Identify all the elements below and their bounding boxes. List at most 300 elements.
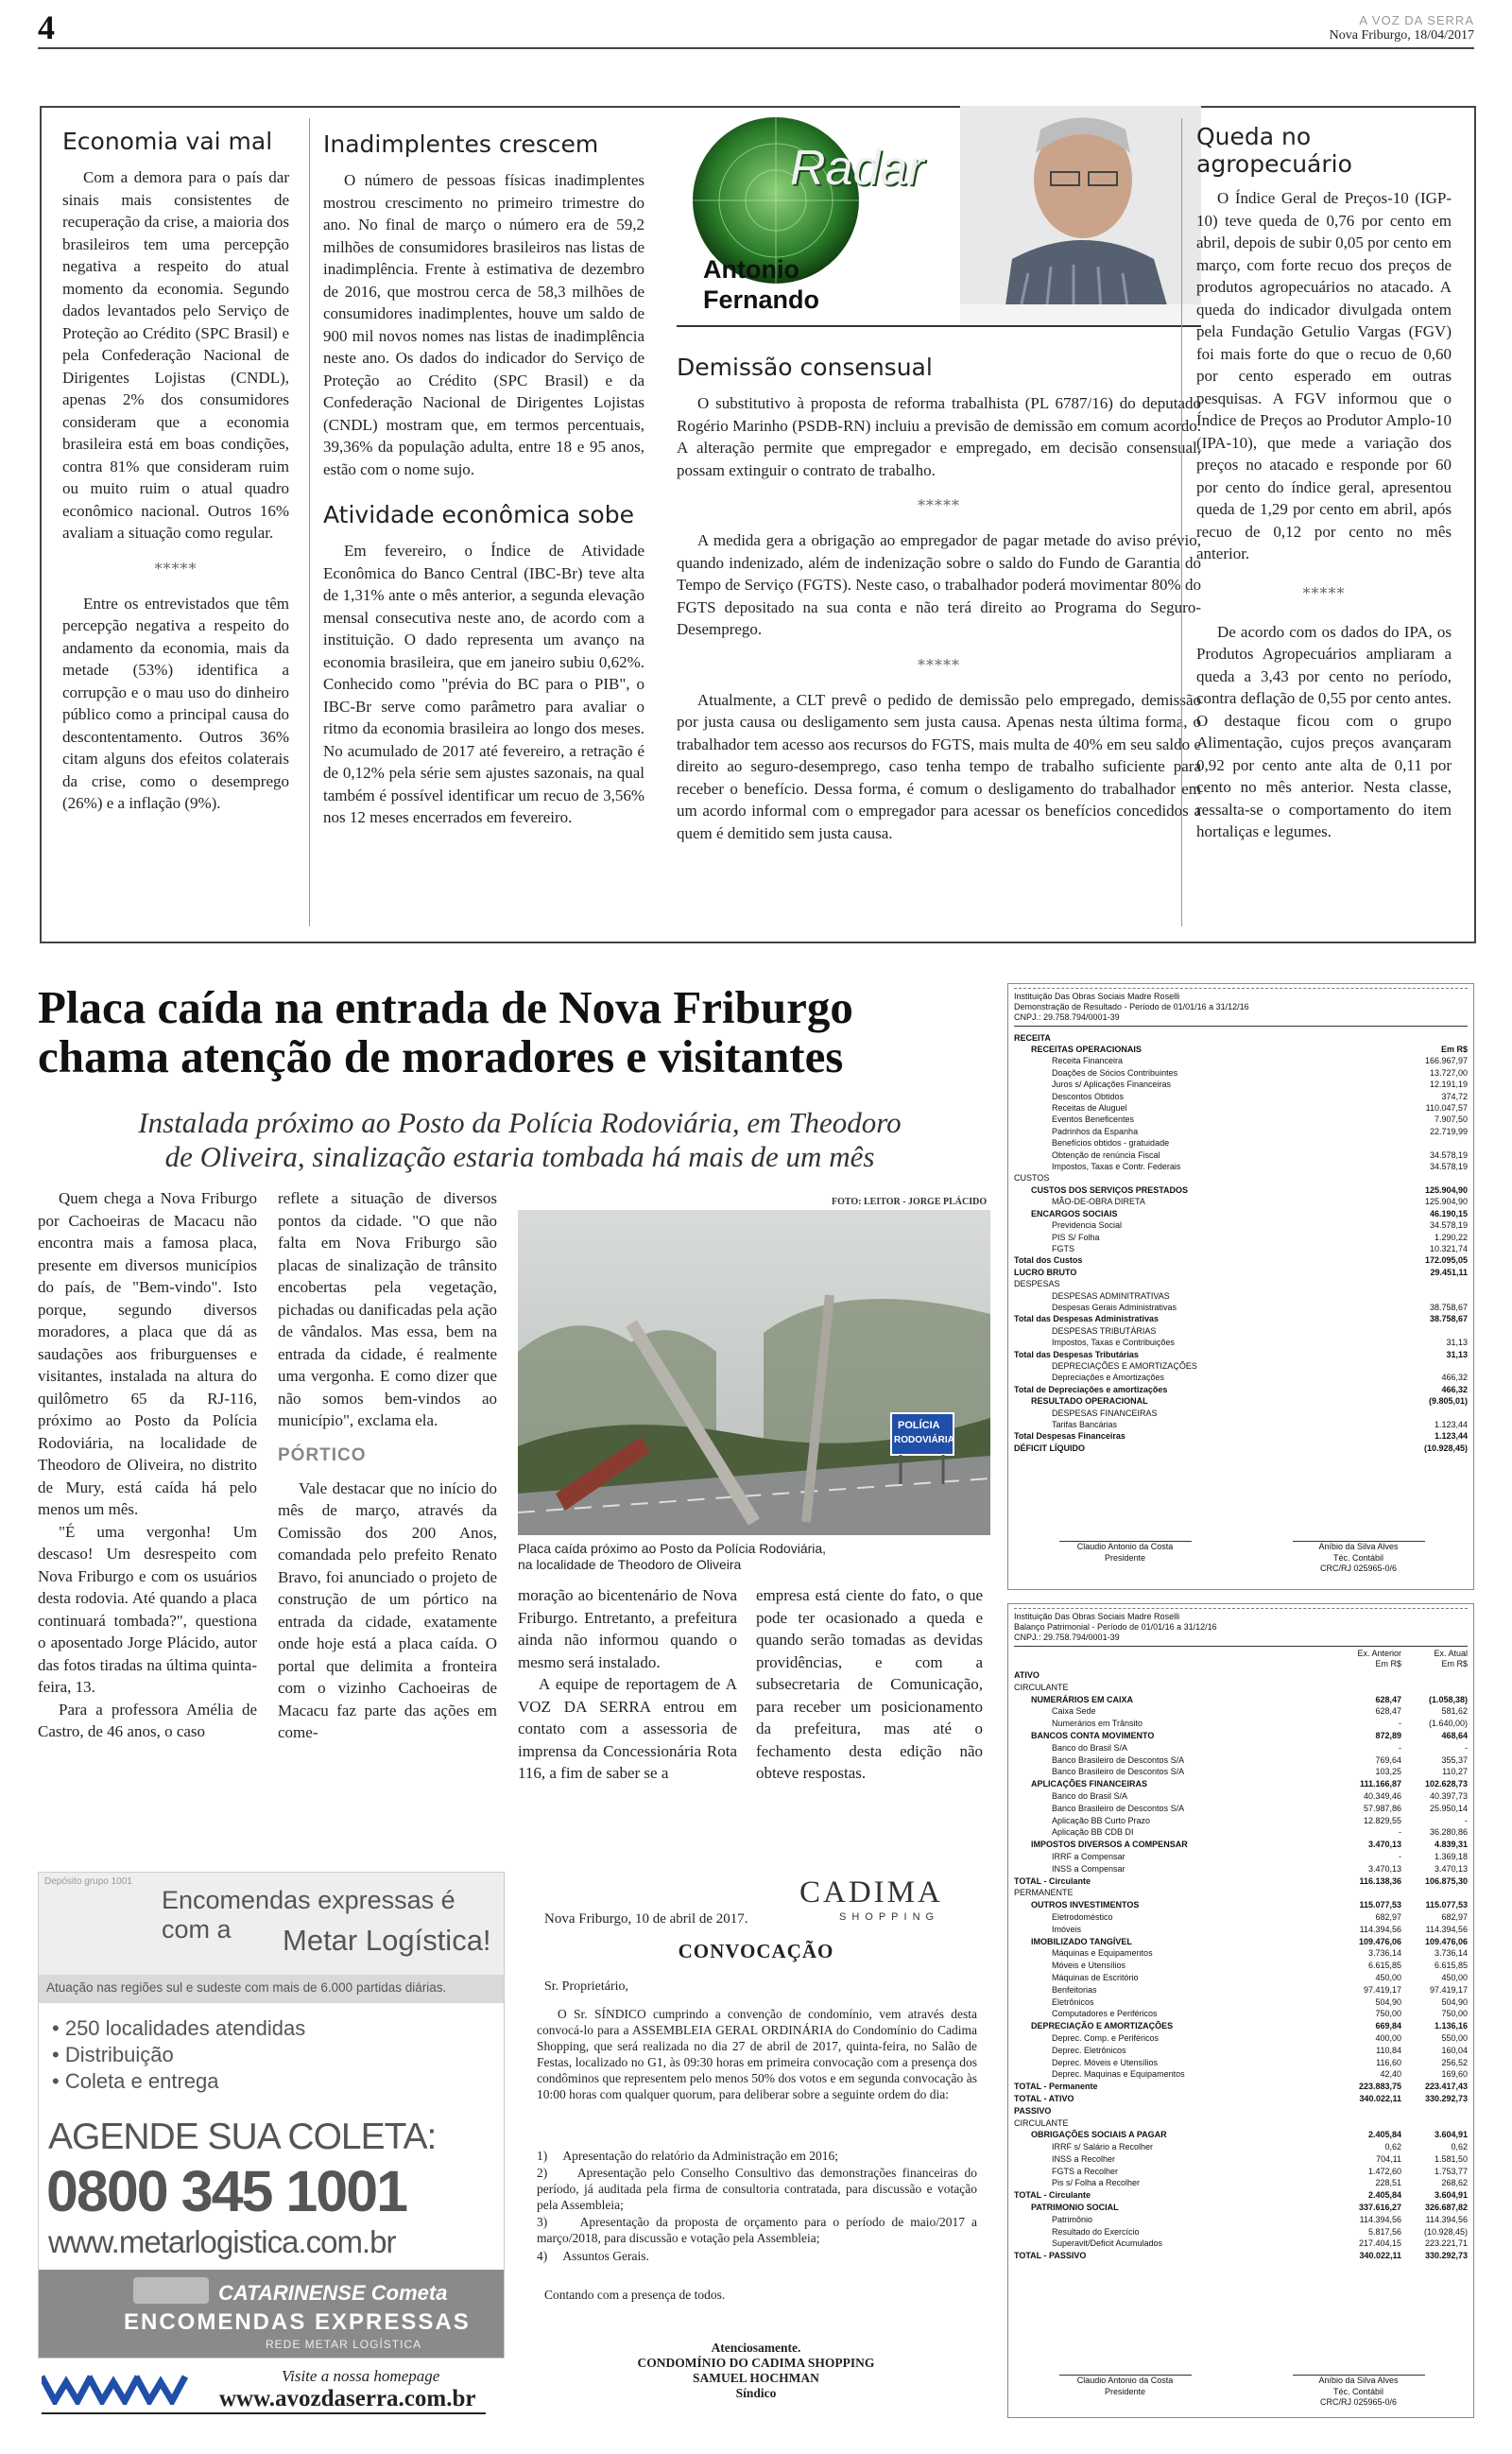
stmt-row <box>1014 1960 1468 1972</box>
stmt-value: 10.321,74 <box>1429 1243 1468 1253</box>
stmt-label: Benfeitorias <box>1052 1984 1097 1995</box>
stmt-value: 550,00 <box>1441 2032 1468 2043</box>
stmt-row <box>1014 1682 1468 1694</box>
stmt-value: 160,04 <box>1441 2045 1468 2055</box>
stmt-label: FGTS <box>1052 1243 1074 1253</box>
ad-line: Encomendas expressas é com a <box>162 1886 455 1944</box>
stmt-header-line: CNPJ.: 29.758.794/0001-39 <box>1014 1012 1468 1026</box>
stmt-label: Banco Brasileiro de Descontos S/A <box>1052 1754 1185 1765</box>
stmt-value: 628,47 <box>1375 1694 1401 1704</box>
cadima-logo-sub: SHOPPING <box>839 1911 940 1923</box>
stmt-row <box>1014 1055 1468 1066</box>
article-paragraph: Com a demora para o país dar sinais mais consistentes de recuperação da crise, a maioria dos brasileiros tem uma percepção negativa a respeito do atual momento da economia. Segundo dados levantados pelo Serviço de Proteção ao Crédito (SPC Brasil) e pela Confederação Nacional de Dirigentes Lojistas (CNDL), apenas 2% dos consumidores consideram que a economia brasileira está em boas condições, contra 81% que consideram ruim ou muito ruim o atual quadro econômico nacional. Outros 16% avaliam a situação como regular. <box>62 168 289 542</box>
title-text: Queda no agropecuário <box>1196 123 1352 178</box>
article-title: Economia vai mal <box>62 128 273 155</box>
stmt-value: 468,64 <box>1441 1731 1468 1740</box>
ad-top-text: Depósito grupo 1001 <box>44 1876 132 1887</box>
stmt-row <box>1014 1044 1468 1055</box>
stmt-row <box>1014 1360 1468 1372</box>
stmt-row <box>1014 2020 1468 2032</box>
metar-ad <box>38 1872 505 2359</box>
ad-line: Metar Logística! <box>283 1924 491 1957</box>
stmt-label: OUTROS INVESTIMENTOS <box>1031 1900 1140 1910</box>
stmt-label: DESPESAS ADMINITRATIVAS <box>1052 1290 1170 1301</box>
stmt-value <box>1401 1032 1468 1044</box>
stmt-value: 97.419,17 <box>1429 1984 1468 1995</box>
stmt-value: 3.470,13 <box>1434 1863 1468 1874</box>
stmt-row <box>1014 1669 1468 1682</box>
story-column <box>756 1584 983 1785</box>
stmt-value: 4.839,31 <box>1434 1840 1468 1850</box>
stmt-row <box>1014 1313 1468 1324</box>
article-title: Atividade econômica sobe <box>323 501 634 528</box>
cadima-logo: CADIMA <box>799 1875 943 1910</box>
stmt-label: Juros s/ Aplicações Financeiras <box>1052 1080 1172 1090</box>
stmt-value: 330.292,73 <box>1424 2251 1468 2261</box>
stmt-value: 466,32 <box>1441 1373 1468 1383</box>
stmt-row <box>1014 1091 1468 1102</box>
stmt-rows <box>1014 1669 1468 2262</box>
stmt-value: (1.640,00) <box>1428 1719 1468 1729</box>
stmt-row <box>1014 1730 1468 1742</box>
convocation-closing: Contando com a presença de todos. <box>544 2288 726 2302</box>
stmt-label: IRRF s/ Salário a Recolher <box>1052 2142 1154 2152</box>
ad-bullet: • Coleta e entrega <box>52 2069 219 2093</box>
sign-text: POLÍCIA <box>898 1420 940 1431</box>
stmt-label: INSS a Compensar <box>1052 1863 1125 1874</box>
stmt-value: 682,97 <box>1375 1911 1401 1922</box>
stmt-value: 1.290,22 <box>1434 1232 1468 1242</box>
stmt-value <box>1335 1682 1401 1694</box>
stmt-label: PIS S/ Folha <box>1052 1232 1100 1242</box>
stmt-row <box>1014 1936 1468 1948</box>
stmt-label: CIRCULANTE <box>1014 1682 1069 1692</box>
stmt-label: Máquinas e Equipamentos <box>1052 1948 1153 1959</box>
stmt-label: Eventos Beneficentes <box>1052 1115 1135 1125</box>
stmt-row <box>1014 1254 1468 1266</box>
stmt-value: 1.581,50 <box>1434 2153 1468 2164</box>
stmt-header <box>1014 1612 1468 1669</box>
stmt-value: 3.604,91 <box>1434 2190 1468 2201</box>
article-title: Demissão consensual <box>677 354 933 381</box>
stmt-label: RECEITAS OPERACIONAIS <box>1031 1045 1142 1055</box>
ad-brand: CATARINENSE Cometa <box>218 2281 448 2305</box>
stmt-value: 172.095,05 <box>1424 1255 1468 1266</box>
stmt-value: 57.987,86 <box>1363 1803 1401 1813</box>
stmt-value: 109.476,06 <box>1424 1936 1468 1946</box>
stmt-label: CIRCULANTE <box>1014 2117 1069 2128</box>
stmt-row <box>1014 2093 1468 2105</box>
stmt-label: TOTAL - ATIVO <box>1014 2093 1074 2103</box>
stmt-value: 3.736,14 <box>1434 1948 1468 1959</box>
stmt-label: MÃO-DE-OBRA DIRETA <box>1052 1197 1145 1207</box>
separator: ***** <box>918 655 960 674</box>
stmt-value <box>1401 1408 1468 1419</box>
stmt-row <box>1014 2068 1468 2081</box>
col-header: Em R$ <box>1441 1658 1468 1668</box>
stmt-value: 3.470,13 <box>1367 1863 1401 1874</box>
stmt-value: - <box>1465 1815 1468 1825</box>
stmt-row <box>1014 1219 1468 1231</box>
stmt-value: - <box>1465 1742 1468 1753</box>
stmt-row <box>1014 1079 1468 1090</box>
bullet-text: 250 localidades atendidas <box>64 2016 306 2040</box>
stmt-label: IMPOSTOS DIVERSOS A COMPENSAR <box>1031 1840 1188 1850</box>
story-subheadline <box>38 1106 1002 1174</box>
stmt-label: ATIVO <box>1014 1670 1040 1681</box>
stmt-label: Receita Financeira <box>1052 1056 1124 1066</box>
col-header: Ex. Atual <box>1434 1648 1468 1658</box>
stmt-value: - <box>1399 1742 1401 1753</box>
stmt-label: Banco Brasileiro de Descontos S/A <box>1052 1767 1185 1777</box>
stmt-label: Impostos, Taxas e Contribuições <box>1052 1338 1175 1348</box>
ad-url: www.metarlogistica.com.br <box>48 2224 396 2259</box>
stmt-row <box>1014 1302 1468 1313</box>
stmt-label: Obtenção de renúncia Fiscal <box>1052 1149 1160 1160</box>
stmt-value: 114.394,56 <box>1425 1924 1468 1934</box>
article-economia <box>62 128 289 815</box>
stmt-value: 29.451,11 <box>1430 1267 1468 1277</box>
story-column <box>278 1187 497 1744</box>
article-paragraph: Entre os entrevistados que têm percepção negativa a respeito do andamento da economia, mais da metade (53%) identifica a corrupção e o mau uso do dinheiro público como a principal causa do descontentamento. Outros 36% citam alguns dos efeitos colaterais da crise, como o desemprego (26%) e a inflação (9%). <box>62 594 289 812</box>
radar-header <box>677 106 1201 325</box>
stmt-row <box>1014 1290 1468 1302</box>
stmt-row <box>1014 1232 1468 1243</box>
article-title <box>1196 123 1452 178</box>
stmt-label: Máquinas de Escritório <box>1052 1972 1139 1982</box>
convocation-notice <box>525 1872 987 2418</box>
stmt-col-headers <box>1014 1649 1468 1659</box>
stmt-label: Deprec. Móveis e Utensílios <box>1052 2057 1159 2067</box>
headline-line: chama atenção de moradores e visitantes <box>38 1030 844 1082</box>
stmt-value: 1.472,60 <box>1367 2166 1401 2176</box>
signature-line: SAMUEL HOCHMAN <box>693 2371 819 2385</box>
signer-name: Aníbio da Silva Alves <box>1318 1542 1399 1552</box>
stmt-label: Móveis e Utensílios <box>1052 1961 1126 1971</box>
stmt-row <box>1014 2057 1468 2069</box>
stmt-label: Doações de Sócios Contribuintes <box>1052 1067 1178 1078</box>
stmt-header-line: Balanço Patrimonial - Período de 01/01/16 a 31/12/16 <box>1014 1622 1217 1633</box>
stmt-label: Numerários em Trânsito <box>1052 1719 1143 1729</box>
story-photo <box>518 1210 990 1535</box>
stmt-row <box>1014 2177 1468 2189</box>
stmt-value: 110.047,57 <box>1425 1103 1468 1114</box>
stmt-value <box>1401 1682 1468 1694</box>
stmt-value: 114.394,56 <box>1359 1924 1401 1934</box>
stmt-label: Total das Despesas Administrativas <box>1014 1314 1160 1324</box>
stmt-value: 103,25 <box>1375 1767 1401 1777</box>
stmt-row <box>1014 1384 1468 1395</box>
stmt-label: Aplicação BB CDB DI <box>1052 1827 1134 1838</box>
stmt-label: INSS a Recolher <box>1052 2153 1116 2164</box>
convocation-title: CONVOCAÇÃO <box>678 1940 834 1962</box>
stmt-row <box>1014 1778 1468 1790</box>
stmt-row <box>1014 1863 1468 1875</box>
financial-statement-income <box>1007 983 1474 1590</box>
separator: ***** <box>918 496 960 514</box>
stmt-label: Padrinhos da Espanha <box>1052 1126 1139 1136</box>
stmt-row <box>1014 1408 1468 1419</box>
signature-line: CONDOMÍNIO DO CADIMA SHOPPING <box>637 2356 875 2370</box>
stmt-value: 3.604,91 <box>1434 2130 1468 2140</box>
stmt-value: (10.928,45) <box>1423 2226 1468 2237</box>
stmt-value: 340.022,11 <box>1359 2251 1401 2261</box>
stmt-value: 466,32 <box>1441 1384 1468 1394</box>
stmt-value: 110,27 <box>1442 1767 1468 1777</box>
stmt-value: 166.967,97 <box>1424 1056 1468 1066</box>
signer-role: Téc. Contábil <box>1332 2386 1384 2396</box>
stmt-value: - <box>1399 1719 1401 1729</box>
stmt-value <box>1401 1325 1468 1337</box>
stmt-value: - <box>1399 1827 1401 1838</box>
stmt-row <box>1014 1067 1468 1079</box>
stmt-label: DEPRECIAÇÕES E AMORTIZAÇÕES <box>1052 1360 1197 1371</box>
stmt-value: 2.405,84 <box>1367 2190 1401 2201</box>
stmt-value: - <box>1399 1851 1401 1861</box>
subheadline-line: de Oliveira, sinalização estaria tombada há mais de um mês <box>164 1140 875 1173</box>
stmt-row <box>1014 1325 1468 1337</box>
subheadline-line: Instalada próximo ao Posto da Polícia Rodoviária, em Theodoro <box>138 1106 902 1139</box>
stmt-row <box>1014 1419 1468 1430</box>
stmt-value: 872,89 <box>1375 1731 1401 1740</box>
stmt-value: 750,00 <box>1375 2009 1401 2019</box>
stmt-value: 34.578,19 <box>1429 1220 1468 1231</box>
article-paragraph: O substitutivo à proposta de reforma trabalhista (PL 6787/16) do deputado Rogério Marinho (PSDB-RN) incluiu a previsão de demissão em comum acordo. A alteração permite que empregador e empregado, em decisão consensual, possam extinguir o contrato de trabalho. <box>677 394 1201 479</box>
stmt-label: Deprec. Eletrônicos <box>1052 2045 1126 2055</box>
stmt-value <box>1335 2117 1401 2130</box>
stmt-value: 25.950,14 <box>1429 1803 1468 1813</box>
stmt-value: 42,40 <box>1380 2069 1401 2080</box>
stmt-value: 268,62 <box>1441 2178 1468 2188</box>
stmt-value <box>1335 1669 1401 1682</box>
stmt-value: 504,90 <box>1441 1996 1468 2007</box>
ad-brand: REDE METAR LOGÍSTICA <box>266 2338 422 2351</box>
stmt-label: Benefícios obtidos - gratuidade <box>1052 1138 1170 1149</box>
stmt-value: 450,00 <box>1375 1972 1401 1982</box>
newspaper-name: A VOZ DA SERRA <box>1359 13 1474 27</box>
stmt-value: 38.758,67 <box>1429 1314 1468 1324</box>
sign-text: RODOVIÁRIA <box>894 1435 954 1445</box>
stmt-row <box>1014 1839 1468 1851</box>
stmt-label: BANCOS CONTA MOVIMENTO <box>1031 1731 1155 1740</box>
stmt-value: 355,37 <box>1441 1754 1468 1765</box>
stmt-value: 38.758,67 <box>1429 1302 1468 1312</box>
stmt-row <box>1014 1766 1468 1778</box>
stmt-row <box>1014 1161 1468 1172</box>
stmt-value: 769,64 <box>1375 1754 1401 1765</box>
www-logo-icon <box>42 2371 212 2405</box>
stmt-value: 450,00 <box>1441 1972 1468 1982</box>
signer-reg: CRC/RJ 025965-0/6 <box>1319 1563 1398 1573</box>
stmt-label: TOTAL - Circulante <box>1014 2190 1091 2201</box>
bullet-text: Coleta e entrega <box>64 2069 219 2093</box>
stmt-row <box>1014 1196 1468 1207</box>
stmt-value <box>1401 1137 1468 1149</box>
stmt-label: TOTAL - PASSIVO <box>1014 2251 1087 2261</box>
stmt-value: (1.058,38) <box>1428 1694 1468 1704</box>
stmt-value: 0,62 <box>1451 2142 1468 2152</box>
stmt-row <box>1014 1395 1468 1407</box>
stmt-row <box>1014 1705 1468 1718</box>
stmt-value: 116.138,36 <box>1359 1875 1401 1886</box>
stmt-label: PATRIMONIO SOCIAL <box>1031 2203 1119 2213</box>
radar-rule <box>677 325 1201 327</box>
stmt-row <box>1014 1815 1468 1827</box>
photo-caption: Placa caída próximo ao Posto da Polícia Rodoviária, na localidade de Theodoro de Oliveira <box>518 1541 827 1572</box>
stmt-value: 125.904,90 <box>1424 1197 1468 1207</box>
signer-name: Claudio Antonio da Costa <box>1076 1542 1174 1552</box>
signer-name: Aníbio da Silva Alves <box>1318 2376 1399 2386</box>
ad-brand: ENCOMENDAS EXPRESSAS <box>124 2309 471 2335</box>
stmt-signature <box>1008 2375 1475 2408</box>
stmt-value: 340.022,11 <box>1359 2093 1401 2103</box>
stmt-label: NUMERÁRIOS EM CAIXA <box>1031 1694 1134 1704</box>
subhead-portico: PÓRTICO <box>278 1444 367 1465</box>
stmt-value: 169,60 <box>1441 2069 1468 2080</box>
article-demissao <box>677 354 1201 844</box>
story-paragraph: Vale destacar que no início do mês de março, através da Comissão dos 200 Anos, comandada pelo prefeito Renato Bravo, foi anunciado o projeto de construção de um pórtico na entrada da cidade, exatamente onde hoje está a placa caída. O portal que delimita a fronteira com o vizinho Cachoeiras de Macacu faz parte das ações em come- <box>278 1478 497 1741</box>
story-paragraph: moração ao bicentenário de Nova Friburgo. Entretanto, a prefeitura ainda não informou quando o mesmo será instalado. <box>518 1586 737 1671</box>
stmt-row <box>1014 1126 1468 1137</box>
separator: ***** <box>154 559 198 578</box>
stmt-row <box>1014 2214 1468 2226</box>
stmt-value: 110,84 <box>1376 2045 1401 2055</box>
convocation-greeting: Sr. Proprietário, <box>544 1979 629 1994</box>
stmt-value: 6.615,85 <box>1367 1961 1401 1971</box>
stmt-value: 704,11 <box>1376 2153 1401 2164</box>
stmt-row <box>1014 2008 1468 2020</box>
stmt-value: 256,52 <box>1441 2057 1468 2067</box>
stmt-label: Banco do Brasil S/A <box>1052 1742 1128 1753</box>
stmt-value: 7.907,50 <box>1434 1115 1468 1125</box>
site-url[interactable]: www.avozdaserra.com.br <box>219 2386 476 2411</box>
stmt-label: Eletrodoméstico <box>1052 1911 1113 1922</box>
stmt-value: 3.470,13 <box>1367 1840 1401 1850</box>
stmt-value: 223.883,75 <box>1358 2082 1401 2092</box>
stmt-value: 682,97 <box>1441 1911 1468 1922</box>
stmt-value: (9.805,01) <box>1428 1396 1468 1407</box>
dateline: Nova Friburgo, 18/04/2017 <box>1329 28 1474 43</box>
stmt-value: 97.419,17 <box>1363 1984 1401 1995</box>
stmt-value: 1.369,18 <box>1434 1851 1468 1861</box>
stmt-value: 504,90 <box>1375 1996 1401 2007</box>
stmt-value: 337.616,27 <box>1358 2203 1401 2213</box>
stmt-row <box>1014 2238 1468 2250</box>
stmt-value: 374,72 <box>1441 1091 1468 1101</box>
stmt-value: 6.615,85 <box>1434 1961 1468 1971</box>
stmt-value <box>1401 1172 1468 1184</box>
stmt-value <box>1335 2105 1401 2117</box>
stmt-label: Total Despesas Financeiras <box>1014 1431 1125 1442</box>
stmt-label: Receitas de Aluguel <box>1052 1103 1127 1114</box>
stmt-label: DESPESAS FINANCEIRAS <box>1052 1408 1158 1418</box>
convocation-date: Nova Friburgo, 10 de abril de 2017. <box>544 1911 748 1927</box>
article-paragraph: Em fevereiro, o Índice de Atividade Econômica do Banco Central (IBC-Br) teve alta de 1,31% ante o mês anterior, a segunda elevação mensal consecutiva neste ano, de acordo com a instituição. O dado representa um avanço na economia brasileira, que em janeiro subiu 0,62%. Conhecido como "prévia do BC para o PIB", o IBC-Br serve como parâmetro para avaliar o ritmo da economia brasileira ao longo dos meses. No acumulado de 2017 até fevereiro, a retração é de 0,12% pela série sem ajustes sazonais, na qual também é possível identificar um recuo de 3,56% nos 12 meses encerrados em fevereiro. <box>323 542 644 826</box>
stmt-label: TOTAL - Permanente <box>1014 2082 1098 2092</box>
stmt-row <box>1014 1349 1468 1360</box>
stmt-row <box>1014 1718 1468 1730</box>
stmt-label: Descontos Obtidos <box>1052 1091 1125 1101</box>
stmt-header-line: Demonstração de Resultado - Período de 01/01/16 a 31/12/16 <box>1014 1002 1249 1012</box>
agenda-item: 1) Apresentação do relatório da Administração em 2016; <box>537 2149 839 2163</box>
article-title: Inadimplentes crescem <box>323 130 599 158</box>
stmt-value: (10.928,45) <box>1423 1443 1468 1453</box>
stmt-row <box>1014 1149 1468 1161</box>
stmt-row <box>1014 2141 1468 2153</box>
signer-name: Claudio Antonio da Costa <box>1076 2376 1174 2386</box>
bullet-text: Distribuição <box>64 2043 174 2066</box>
stmt-value: 223.221,71 <box>1424 2238 1468 2249</box>
article-paragraph: Atualmente, a CLT prevê o pedido de demissão pelo empregado, demissão por justa causa ou desligamento sem justa causa. Apenas nesta última forma, o trabalhador tem acesso aos recursos do FGTS, mais multa de 40% em seu saldo e direito ao seguro-desemprego, caso tenha tempo de trabalho suficiente para receber o benefício. Dessa forma, é comum o desligamento do trabalhador em um acordo informal com o empregador para acessar os benefícios concedidos a quem é demitido sem justa causa. <box>677 690 1201 842</box>
stmt-label: IRRF a Compensar <box>1052 1851 1125 1861</box>
story-paragraph: Quem chega a Nova Friburgo por Cachoeiras de Macacu não encontra mais a famosa placa, presente em diversos municípios do país, de "Bem-vindo". Isto porque, segundo diversos moradores, a placa que dá as saudações aos friburguenses e visitantes, instalada na altura do quilômetro 65 da RJ-116, próximo ao Posto da Polícia Rodoviária, na localidade de Theodoro de Oliveira, no distrito de Mury, está caída há pelo menos um mês. <box>38 1189 257 1518</box>
stmt-value: 669,84 <box>1375 2021 1401 2031</box>
stmt-value: 31,13 <box>1446 1349 1468 1359</box>
stmt-value: 2.405,84 <box>1367 2130 1401 2140</box>
story-headline <box>38 983 1002 1081</box>
stmt-value: 114.394,56 <box>1425 2214 1468 2224</box>
stmt-row <box>1014 1996 1468 2009</box>
stmt-row <box>1014 1267 1468 1278</box>
stmt-label: RECEITA <box>1014 1032 1051 1043</box>
agenda-item: 3) Apresentação da proposta de orçamento para o período de maio/2017 a março/2018, para discussão e votação pela Assembleia; <box>537 2215 981 2245</box>
stmt-value: 102.628,73 <box>1424 1779 1468 1789</box>
stmt-value: 109.476,06 <box>1358 1936 1401 1946</box>
signer-reg: CRC/RJ 025965-0/6 <box>1319 2396 1398 2407</box>
stmt-row <box>1014 1972 1468 1984</box>
stmt-value <box>1401 1290 1468 1302</box>
stmt-value <box>1401 1669 1468 1682</box>
stmt-label: Resultado do Exercício <box>1052 2226 1140 2237</box>
stmt-value: 400,00 <box>1375 2032 1401 2043</box>
ad-cta: AGENDE SUA COLETA: <box>48 2117 437 2157</box>
stmt-row <box>1014 1742 1468 1754</box>
stmt-label: Banco do Brasil S/A <box>1052 1790 1128 1801</box>
stmt-label: Depreciações e Amortizações <box>1052 1373 1165 1383</box>
stmt-label: ENCARGOS SOCIAIS <box>1031 1208 1118 1218</box>
article-inadimplentes <box>323 130 644 829</box>
stmt-value: 217.404,15 <box>1358 2238 1401 2249</box>
article-paragraph: O Índice Geral de Preços-10 (IGP-10) teve queda de 0,76 por cento em abril, depois de subir 0,05 por cento em março, com forte recuo dos preços de produtos agropecuários no atacado. A queda do indicador divulgada ontem pela Fundação Getulio Vargas (FGV) foi mais forte do que o recuo de 0,60 por cento esperado em outras pesquisas. A FGV informou que o Índice de Preços ao Produtor Amplo-10 (IPA-10), que mede a variação dos preços no atacado e responde por 60 por cento do índice geral, apresentou queda de 1,29 por cento em abril, após recuo de 0,12 por cento no mês anterior. <box>1196 189 1452 562</box>
stmt-row <box>1014 1803 1468 1815</box>
stmt-label: Banco Brasileiro de Descontos S/A <box>1052 1803 1185 1813</box>
stmt-row <box>1014 2166 1468 2178</box>
stmt-row <box>1014 2202 1468 2214</box>
stmt-label: Deprec. Maquinas e Equipamentos <box>1052 2069 1185 2080</box>
stmt-label: OBRIGAÇÕES SOCIAIS A PAGAR <box>1031 2130 1167 2140</box>
stmt-label: LUCRO BRUTO <box>1014 1267 1077 1277</box>
stmt-label: Total das Despesas Tributárias <box>1014 1349 1139 1359</box>
story-paragraph: Para a professora Amélia de Castro, de 46 anos, o caso <box>38 1700 257 1740</box>
stmt-label: FGTS a Recolher <box>1052 2166 1119 2176</box>
stmt-value <box>1401 1887 1468 1899</box>
stmt-row <box>1014 1443 1468 1454</box>
stmt-row <box>1014 1875 1468 1888</box>
story-column <box>518 1584 737 1785</box>
page-number: 4 <box>38 9 55 46</box>
separator: ***** <box>1302 583 1346 602</box>
stmt-row <box>1014 1102 1468 1114</box>
stmt-row <box>1014 2117 1468 2130</box>
stmt-row <box>1014 2250 1468 2262</box>
story-paragraph: empresa está ciente do fato, o que pode ter ocasionado a queda e quando serão tomadas as devidas providências, e com a subsecretaria de Comunicação, para receber um posicionamento da prefeitura, mas até o fechamento desta edição não obteve respostas. <box>756 1586 983 1782</box>
stmt-value: 40.397,73 <box>1429 1790 1468 1801</box>
ad-bullet: • Distribuição <box>52 2043 174 2066</box>
stmt-value: 114.394,56 <box>1359 2214 1401 2224</box>
stmt-row <box>1014 1337 1468 1348</box>
stmt-value <box>1401 2117 1468 2130</box>
site-logo <box>42 2371 212 2405</box>
